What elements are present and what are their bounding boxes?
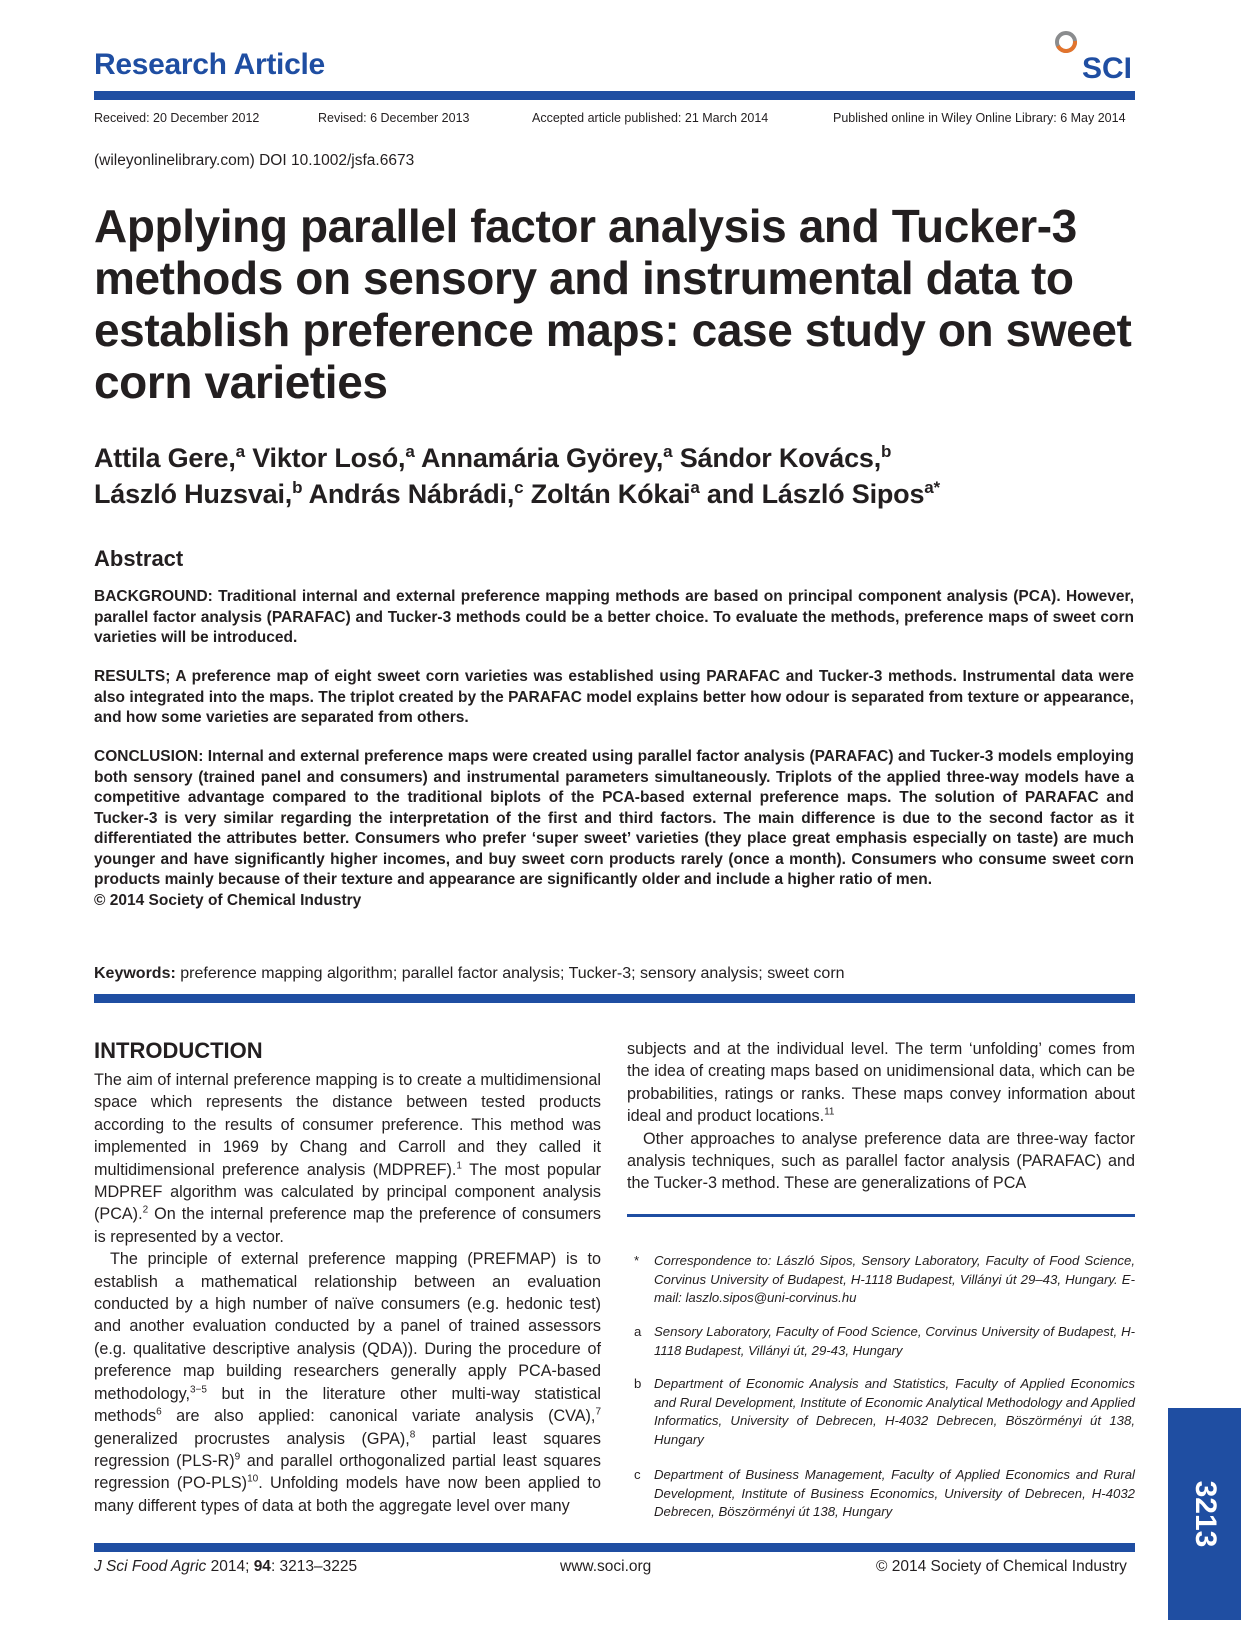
author-list: Attila Gere,$^a$ Viktor Losó,$^a$ Annamária Györey,$^a$ Sándor Kovács,$^b$ László Huzsvai,$^b$ András Nábrádi,$^c$ Zoltán Kókai$^a$ and László Sipos$^{a*}$ — [94, 442, 940, 509]
author: Annamária Györey, — [420, 443, 664, 473]
revised-date: Revised: 6 December 2013 — [318, 111, 470, 125]
doi-line: (wileyonlinelibrary.com) DOI 10.1002/jsfa.6673 — [94, 152, 415, 169]
author: László Huzsvai, — [94, 479, 293, 509]
published-date: Published online in Wiley Online Library: 6 May 2014 — [833, 111, 1126, 125]
received-date: Received: 20 December 2012 — [94, 111, 260, 125]
right-column — [627, 1038, 1135, 1195]
abstract-copyright: © 2014 Society of Chemical Industry — [94, 891, 362, 909]
author: András Nábrádi, — [308, 479, 515, 509]
intro-paragraph-4: Other approaches to analyse preference data are three-way factor analysis techniques, such as parallel factor analysis (PARAFAC) and the Tucker-3 method. These are generalizations of PCA — [627, 1129, 1135, 1193]
author: Sándor Kovács, — [679, 443, 882, 473]
intro-paragraph-2: The principle of external preference mapping (PREFMAP) is to establish a mathematical relationship between an evaluation conducted by a high number of naïve consumers (e.g. hedonic test) and another evaluation conducted by a panel of trained assessors (e.g. qualitative descriptive analysis (QDA)). During the procedure of preference map building researchers generally apply PCA-based methodology,$^{3-5}$ but in the literature other multi-way statistical methods$^6$ are also applied: canonical variate analysis (CVA),$^7$ generalized procrustes analysis (GPA),$^8$ partial least squares regression $(PLS-R)^9$ and parallel orthogonalized partial least squares regression $(PO-PLS)^{10}$. Unfolding models have now been applied to many different types of data at both the aggregate level over many — [94, 1250, 601, 1515]
page-number: 3213 — [1188, 1480, 1222, 1548]
abstract-rule — [94, 994, 1135, 1003]
sci-logo — [1048, 28, 1134, 84]
keywords-text: preference mapping algorithm; parallel factor analysis; Tucker-3; sensory analysis; sweet corn — [180, 965, 845, 982]
paper-title: Applying parallel factor analysis and Tucker-3 methods on sensory and instrumental data to establish preference maps: case study on sweet corn varieties — [94, 200, 1132, 408]
citation: 6 — [156, 1406, 162, 1418]
intro-paragraph-1: The aim of internal preference mapping is to create a multidimensional space which represents the distance between tested products according to the results of consumer preference. This method was implemented in 1969 by Chang and Carroll and they called it multidimensional preference analysis (MDPREF).$^1$ The most popular MDPREF algorithm was calculated by principal component analysis (PCA).$^2$ On the internal preference map the preference of consumers is represented by a vector. — [94, 1071, 601, 1246]
logo-text: SCI — [1081, 52, 1132, 84]
footnote-rule — [627, 1214, 1135, 1217]
header-rule — [94, 91, 1135, 100]
citation: 2 — [142, 1205, 149, 1217]
accepted-date: Accepted article published: 21 March 2014 — [532, 111, 769, 125]
abstract-background: BACKGROUND: Traditional internal and external preference mapping methods are based on principal component analysis (PCA). However, parallel factor analysis (PARAFAC) and Tucker-3 methods could be a better choice. To evaluate the methods, preference maps of sweet corn varieties will be introduced. — [94, 588, 1134, 646]
footer-copyright: © 2014 Society of Chemical Industry — [876, 1558, 1127, 1575]
section-heading-introduction: INTRODUCTION — [94, 1038, 263, 1063]
footnote-affiliation-a: a Sensory Laboratory, Faculty of Food Science, Corvinus University of Budapest, H-1118 Budapest, Villányi út, 29-43, Hungary — [634, 1324, 1135, 1358]
author-conjunction: and — [706, 479, 755, 509]
footer-url[interactable]: www.soci.org — [560, 1558, 652, 1575]
footer-rule — [94, 1543, 1135, 1552]
citation: 11 — [824, 1106, 835, 1118]
citation: 1 — [456, 1160, 462, 1172]
footnote-affiliation-c: c Department of Business Management, Faculty of Applied Economics and Rural Development, Institute of Business Economics, University of Debrecen, H-4032 Debrecen, Böszörményi út 138, Hungary — [634, 1467, 1135, 1519]
abstract-results: RESULTS; A preference map of eight sweet corn varieties was established using PARAFAC and Tucker-3 methods. Instrumental data were also integrated into the maps. The triplot created by the PARAFAC model explains better how odour is separated from texture or appearance, and how some varieties are separated from others. — [94, 668, 1134, 726]
citation: 9 — [234, 1451, 241, 1463]
author: Attila Gere, — [94, 443, 236, 473]
author: Viktor Losó, — [252, 443, 406, 473]
citation: 10 — [247, 1473, 259, 1485]
left-column — [94, 1069, 601, 1517]
author: Zoltán Kókai — [530, 479, 691, 509]
footer-citation: J Sci Food Agric 2014; 94: 3213–3225 — [94, 1558, 358, 1575]
footnote-correspondence: * Correspondence to: László Sipos, Sensory Laboratory, Faculty of Food Science, Corvinus University of Budapest, H-1118 Budapest, Villányi út 29–43, Hungary. E-mail: laszlo.sipos@uni-corvinus.hu — [634, 1253, 1135, 1305]
citation: 8 — [409, 1429, 416, 1441]
article-type-label: Research Article — [94, 48, 325, 81]
author: László Sipos — [761, 479, 925, 509]
citation: 3−5 — [190, 1384, 207, 1396]
keywords-label: Keywords: — [94, 965, 176, 982]
abstract-conclusion: CONCLUSION: Internal and external preference maps were created using parallel factor analysis (PARAFAC) and Tucker-3 models employing both sensory (trained panel and consumers) and instrumental parameters simultaneously. Triplots of the applied three-way models have a competitive advantage compared to the traditional biplots of the PCA-based external preference maps. The solution of PARAFAC and Tucker-3 is very similar regarding the interpretation of the first and third factors. The main difference is due to the second factor as it differentiated the attributes better. Consumers who prefer ‘super sweet’ varieties (they place great emphasis especially on taste) are much younger and have significantly higher incomes, and buy sweet corn products rarely (once a month). Consumers who consume sweet corn products mainly because of their texture and appearance are significantly older and include a higher ratio of men. © 2014 Society of Chemical Industry — [94, 748, 1134, 909]
page-number-tab — [1168, 1408, 1241, 1620]
keywords — [94, 965, 845, 983]
intro-paragraph-3: subjects and at the individual level. The term ‘unfolding’ comes from the idea of creating maps based on unidimensional data, which can be probabilities, ratings or ranks. These maps convey information about ideal and product locations.$^{11}$ — [627, 1040, 1135, 1126]
abstract-heading: Abstract — [94, 546, 184, 571]
footnote-affiliation-b: b Department of Economic Analysis and Statistics, Faculty of Applied Economics and Rural Development, Institute of Economic Analytical Methodology and Applied Informatics, University of Debrecen, H-4032 Debrecen, Böszörményi út 138, Hungary — [634, 1376, 1135, 1447]
citation: 7 — [595, 1406, 601, 1418]
